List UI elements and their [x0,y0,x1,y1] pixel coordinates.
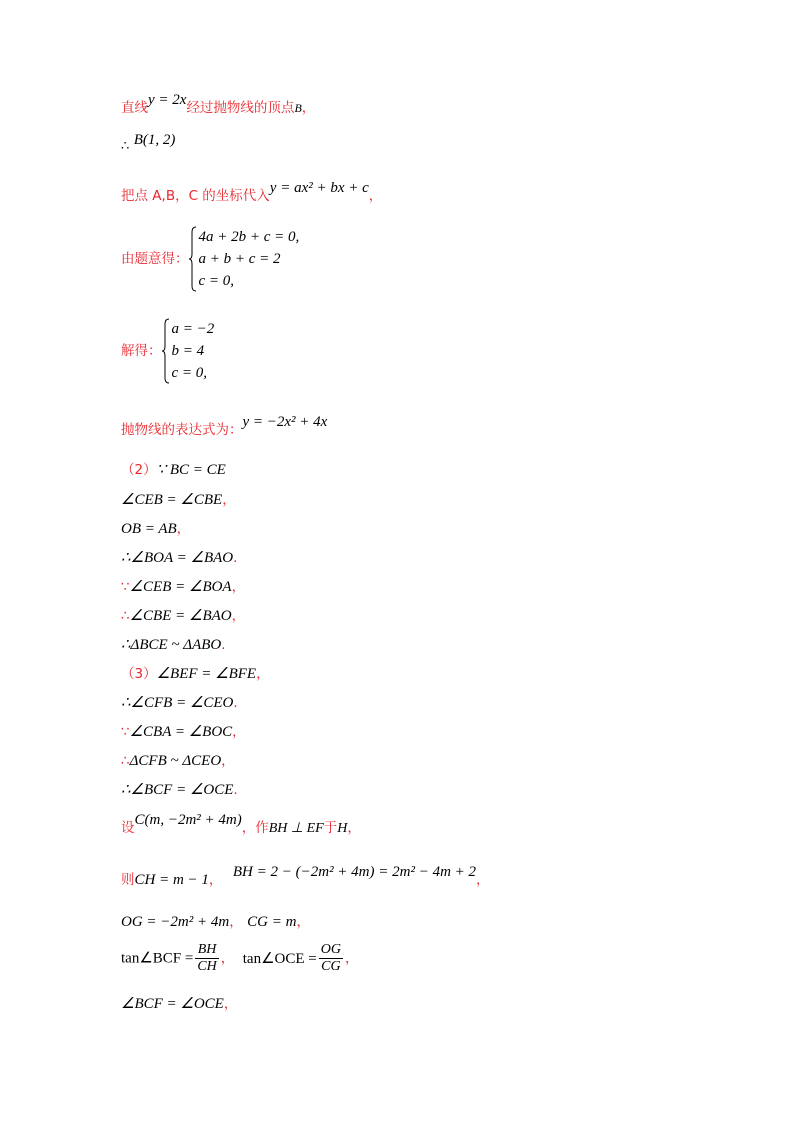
punct: ， [231,608,246,624]
line-system [121,226,299,292]
because-symbol: ∵ [121,724,130,740]
part-label: （2） [121,462,157,478]
line-og-cg [121,912,310,932]
denominator: CH [197,959,217,974]
system-row: c = 0, [171,365,208,381]
math-b-coord: B(1, 2) [133,132,176,148]
punct: ， [229,914,243,930]
line-vertex [121,92,316,118]
part2-line [121,519,190,539]
math: CG = m [247,914,297,930]
math-parabola-general: y = ax² + bx + c [269,180,369,196]
text: 设 [121,820,135,836]
line-tan [121,942,358,975]
punct: ， [231,579,246,595]
punct: ， [222,492,236,508]
numerator: OG [320,942,341,957]
math-parabola: y = −2x² + 4x [242,414,328,430]
system-row: c = 0, [198,273,235,289]
part2-line [121,606,245,626]
text: 由题意得： [121,251,189,267]
punct: ， [344,950,359,967]
solution-system [162,318,215,384]
punct: . [233,782,238,798]
text: 则 [121,872,135,888]
math: ∠BCF = ∠OCE [121,996,224,1012]
math: CH = m − 1 [134,872,209,888]
math: ∵ BC = CE [156,462,226,478]
because-symbol: ∵ [121,579,130,595]
therefore-symbol: ∴ [121,753,130,769]
part3-line [121,751,235,771]
line-substitute [121,180,383,206]
fraction [195,942,218,975]
math: ∠BEF = ∠BFE [156,666,257,682]
math: ∴∠BOA = ∠BAO [121,550,234,566]
part3-line [121,780,238,800]
part2-line [121,577,245,597]
punct: ， [256,666,270,682]
system-row: a + b + c = 2 [198,251,281,267]
math-tan: tan∠BCF = [121,950,194,967]
math: ΔCFB ~ ΔCEO [129,753,222,769]
line-final [121,994,237,1014]
line-set-c [121,812,361,839]
system-row: 4a + 2b + c = 0, [198,229,300,245]
punct: ， [347,820,361,836]
math-line-eq: y = 2x [148,92,187,108]
text: 于 [323,820,338,836]
math: ∠CBE = ∠BAO [129,608,232,624]
text: 直线 [121,100,148,116]
therefore-symbol: ∴ [121,608,130,624]
math: BH = 2 − (−2m² + 4m) = 2m² − 4m + 2 [232,864,477,880]
denominator: CG [321,959,341,974]
math: ∴∠BCF = ∠OCE [121,782,234,798]
system-row: a = −2 [171,321,215,337]
math-b: B [294,101,302,115]
therefore-symbol: ∴ [121,139,130,154]
part2-line [121,548,237,568]
punct: ， [296,914,310,930]
numerator: BH [195,942,218,959]
math: ∠CEB = ∠CBE [121,492,223,508]
line-solution [121,318,214,384]
part3-start [121,664,270,684]
part3-line [121,693,238,713]
text: 解得： [121,343,162,359]
part-label: （3） [121,666,157,682]
punct: ， [476,872,490,888]
punct: . [221,637,226,653]
brace-icon [162,318,170,384]
punct: ， [208,872,223,888]
math: OG = −2m² + 4m [121,914,230,930]
line-then [121,864,490,890]
part2-line [121,490,236,510]
punct: . [233,695,238,711]
line-b-point [121,130,176,154]
system-row: b = 4 [171,343,205,359]
part2-start [121,460,226,480]
math: ∴∠CFB = ∠CEO [121,695,234,711]
punct: ， [301,100,316,116]
math: OB = AB [121,521,177,537]
fraction [319,942,343,975]
math: BH ⊥ EF [268,821,324,836]
math: ∠CBA = ∠BOC [129,724,233,740]
part3-line [121,722,246,742]
brace-icon [189,226,197,292]
punct: ， [220,950,235,967]
text: 抛物线的表达式为： [121,422,243,438]
punct: ， [221,753,235,769]
math: ∠CEB = ∠BOA [129,579,232,595]
equation-system [189,226,300,292]
punct: ， [223,996,238,1012]
punct: ， [368,188,383,204]
text: ，作 [241,820,269,836]
punct: ， [232,724,246,740]
math: ∴ΔBCE ~ ΔABO [121,637,222,653]
math-tan: tan∠OCE = [242,950,317,967]
math: H [337,821,348,836]
part2-line [121,635,226,655]
punct: . [233,550,238,566]
punct: ， [176,521,191,537]
text: 把点 A,B，C 的坐标代入 [121,188,270,204]
math-c-coord: C(m, −2m² + 4m) [134,812,242,828]
line-expression [121,414,328,440]
text: 经过抛物线的顶点 [186,100,295,116]
